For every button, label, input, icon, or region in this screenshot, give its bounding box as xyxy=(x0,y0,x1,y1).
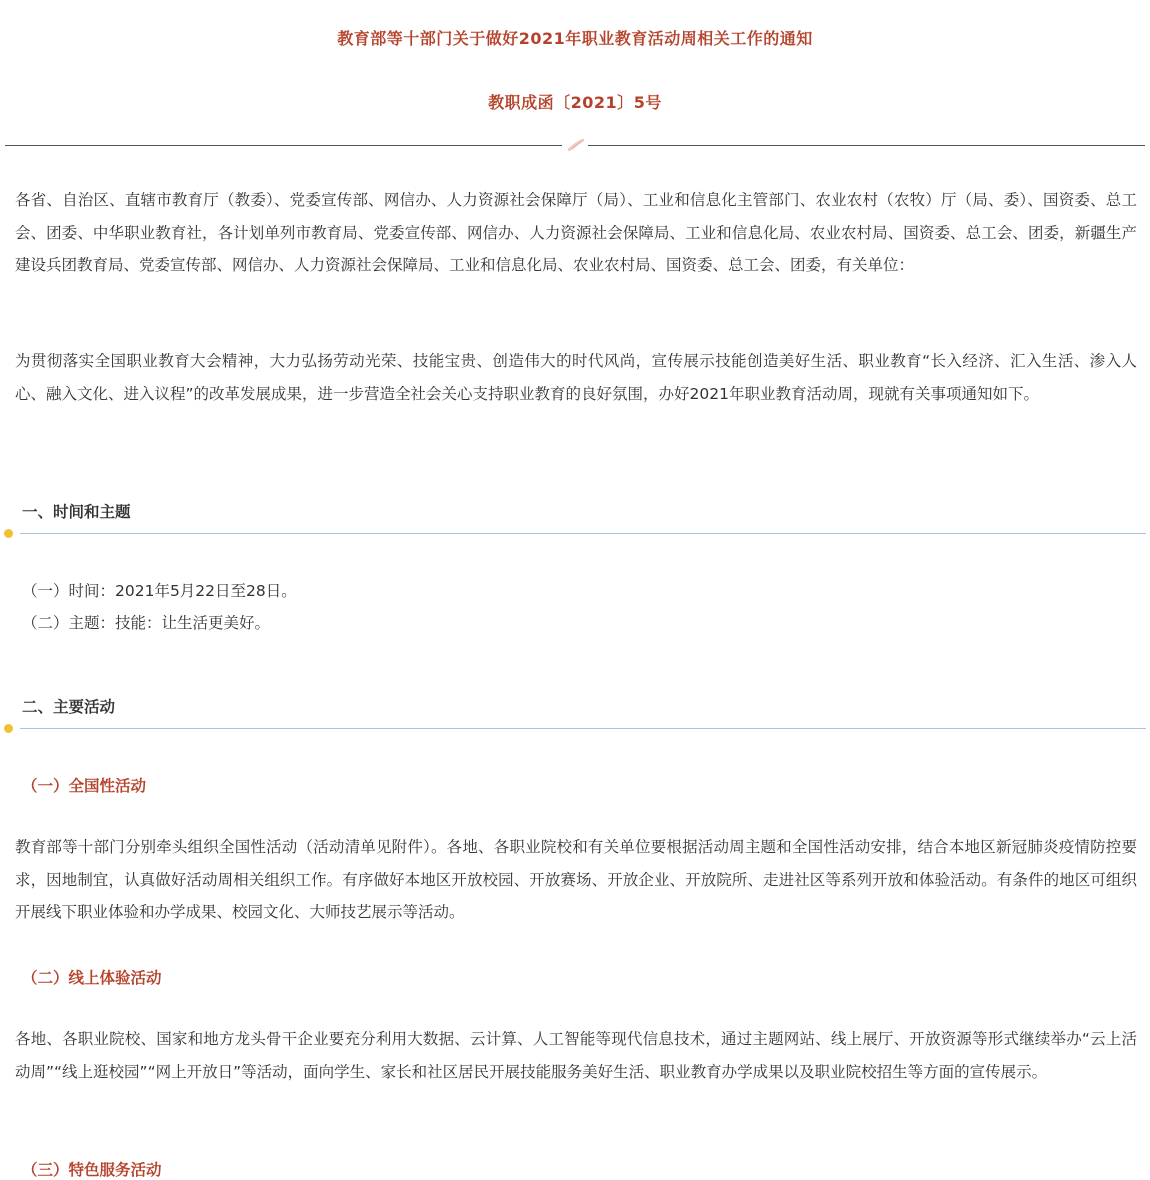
notice-title: 教育部等十部门关于做好2021年职业教育活动周相关工作的通知 xyxy=(337,29,813,48)
national-activities-paragraph: 教育部等十部门分别牵头组织全国性活动（活动清单见附件）。各地、各职业院校和有关单位要根据活动周主题和全国性活动安排，结合本地区新冠肺炎疫情防控要求，因地制宜，认真做好活动周相关组织工作。有序做好本地区开放校园、开放赛场、开放企业、开放院所、走进社区等系列开放和体验活动。有条件的地区可组织开展线下职业体验和办学成果、校园文化、大师技艺展示等活动。 xyxy=(15,838,1137,921)
online-activities-paragraph: 各地、各职业院校、国家和地方龙头骨干企业要充分利用大数据、云计算、人工智能等现代信息技术，通过主题网站、线上展厅、开放资源等形式继续举办“云上活动周”“线上逛校园”“网上开放日”等活动，面向学生、家长和社区居民开展技能服务美好生活、职业教育办学成果以及职业院校招生等方面的宣传展示。 xyxy=(15,1030,1137,1081)
divider-line-left xyxy=(5,145,562,146)
section-heading-time-theme: 一、时间和主题 xyxy=(22,503,131,521)
theme-item: （二）主题：技能：让生活更美好。 xyxy=(22,614,271,632)
time-item: （一）时间：2021年5月22日至28日。 xyxy=(22,582,297,600)
feather-ornament-icon xyxy=(568,139,584,151)
subheading-service-activities: （三）特色服务活动 xyxy=(22,1161,162,1179)
bullet-dot-icon xyxy=(4,724,13,733)
subheading-national-activities: （一）全国性活动 xyxy=(22,777,147,795)
section-rule xyxy=(4,527,1146,539)
divider-line-right xyxy=(588,145,1145,146)
subheading-online-activities: （二）线上体验活动 xyxy=(22,969,162,987)
intro-paragraph: 为贯彻落实全国职业教育大会精神，大力弘扬劳动光荣、技能宝贵、创造伟大的时代风尚，宣传展示技能创造美好生活、职业教育“长入经济、汇入生活、渗入人心、融入文化、进入议程”的改革发展成果，进一步营造全社会关心支持职业教育的良好氛围，办好2021年职业教育活动周，现就有关事项通知如下。 xyxy=(15,352,1137,403)
addressees-paragraph: 各省、自治区、直辖市教育厅（教委）、党委宣传部、网信办、人力资源社会保障厅（局）、工业和信息化主管部门、农业农村（农牧）厅（局、委）、国资委、总工会、团委、中华职业教育社，各计划单列市教育局、党委宣传部、网信办、人力资源社会保障局、工业和信息化局、农业农村局、国资委、总工会、团委，新疆生产建设兵团教育局、党委宣传部、网信办、人力资源社会保障局、工业和信息化局、农业农村局、国资委、总工会、团委，有关单位： xyxy=(15,191,1137,274)
title-divider xyxy=(5,145,1145,146)
section-rule-line xyxy=(20,533,1146,534)
section-heading-main-activities: 二、主要活动 xyxy=(22,698,116,716)
bullet-dot-icon xyxy=(4,529,13,538)
document-number: 教职成函〔2021〕5号 xyxy=(488,93,662,112)
section-rule-line xyxy=(20,728,1146,729)
section-rule xyxy=(4,722,1146,734)
